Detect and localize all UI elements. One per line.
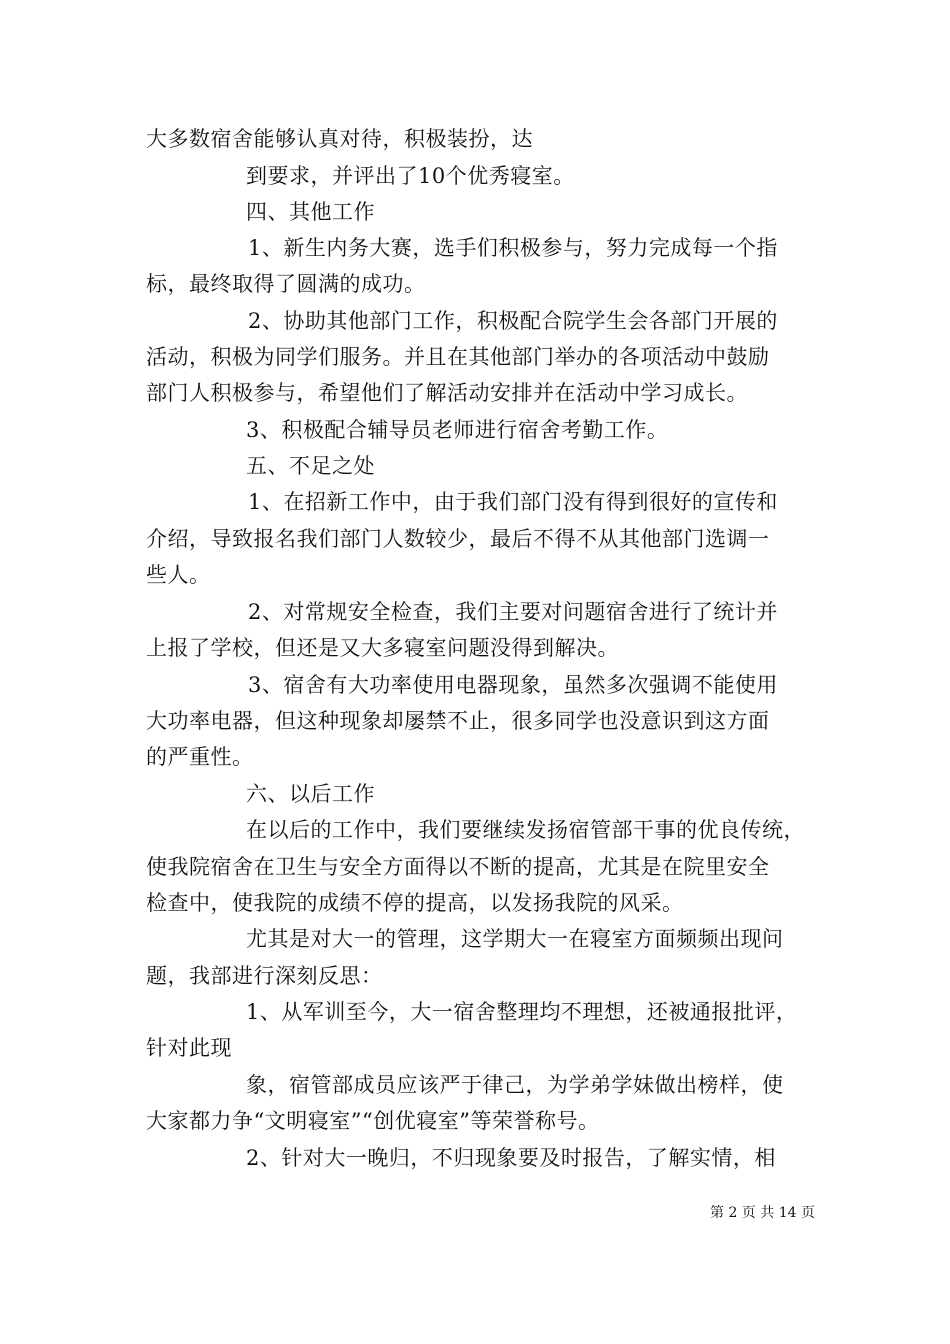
page-number: 第 2 页 共 14 页 xyxy=(710,1205,815,1221)
text-line: 大家都力争“文明寝室”“创优寝室”等荣誉称号。 xyxy=(146,1109,600,1133)
text-line: 3、宿舍有大功率使用电器现象，虽然多次强调不能使用 xyxy=(248,673,778,697)
text-line: 3、积极配合辅导员老师进行宿舍考勤工作。 xyxy=(246,418,669,442)
text-line: 2、协助其他部门工作，积极配合院学生会各部门开展的 xyxy=(248,309,778,333)
text-line: 大功率电器，但这种现象却屡禁不止，很多同学也没意识到这方面 xyxy=(146,709,770,733)
text-line: 1、从军训至今，大一宿舍整理均不理想，还被通报批评， xyxy=(246,1000,798,1024)
text-line: 标，最终取得了圆满的成功。 xyxy=(146,272,426,296)
section-heading: 五、不足之处 xyxy=(246,454,375,478)
text-line: 到要求，并评出了10个优秀寝室。 xyxy=(246,164,575,188)
text-line: 活动，积极为同学们服务。并且在其他部门举办的各项活动中鼓励 xyxy=(146,345,770,369)
text-line: 部门人积极参与，希望他们了解活动安排并在活动中学习成长。 xyxy=(146,381,748,405)
text-line: 尤其是对大一的管理，这学期大一在寝室方面频频出现问 xyxy=(246,927,784,951)
text-line: 针对此现 xyxy=(146,1036,232,1060)
text-line: 2、对常规安全检查，我们主要对问题宿舍进行了统计并 xyxy=(248,600,778,624)
text-line: 题，我部进行深刻反思： xyxy=(146,964,383,988)
text-line: 介绍，导致报名我们部门人数较少，最后不得不从其他部门选调一 xyxy=(146,527,770,551)
text-line: 1、在招新工作中，由于我们部门没有得到很好的宣传和 xyxy=(248,490,778,514)
text-line: 的严重性。 xyxy=(146,745,254,769)
text-line: 象，宿管部成员应该严于律己，为学弟学妹做出榜样，使 xyxy=(246,1073,784,1097)
text-line: 2、针对大一晚归，不归现象要及时报告，了解实情，相 xyxy=(246,1146,776,1170)
section-heading: 六、以后工作 xyxy=(246,782,375,806)
text-line: 上报了学校，但还是又大多寝室问题没得到解决。 xyxy=(146,636,619,660)
text-line: 检查中，使我院的成绩不停的提高，以发扬我院的风采。 xyxy=(146,891,684,915)
text-line: 使我院宿舍在卫生与安全方面得以不断的提高，尤其是在院里安全 xyxy=(146,855,770,879)
text-line: 些人。 xyxy=(146,563,211,587)
text-line: 在以后的工作中，我们要继续发扬宿管部干事的优良传统， xyxy=(246,818,805,842)
text-line: 1、新生内务大赛，选手们积极参与，努力完成每一个指 xyxy=(248,236,778,260)
text-line: 大多数宿舍能够认真对待，积极装扮，达 xyxy=(146,127,533,151)
section-heading: 四、其他工作 xyxy=(246,200,375,224)
